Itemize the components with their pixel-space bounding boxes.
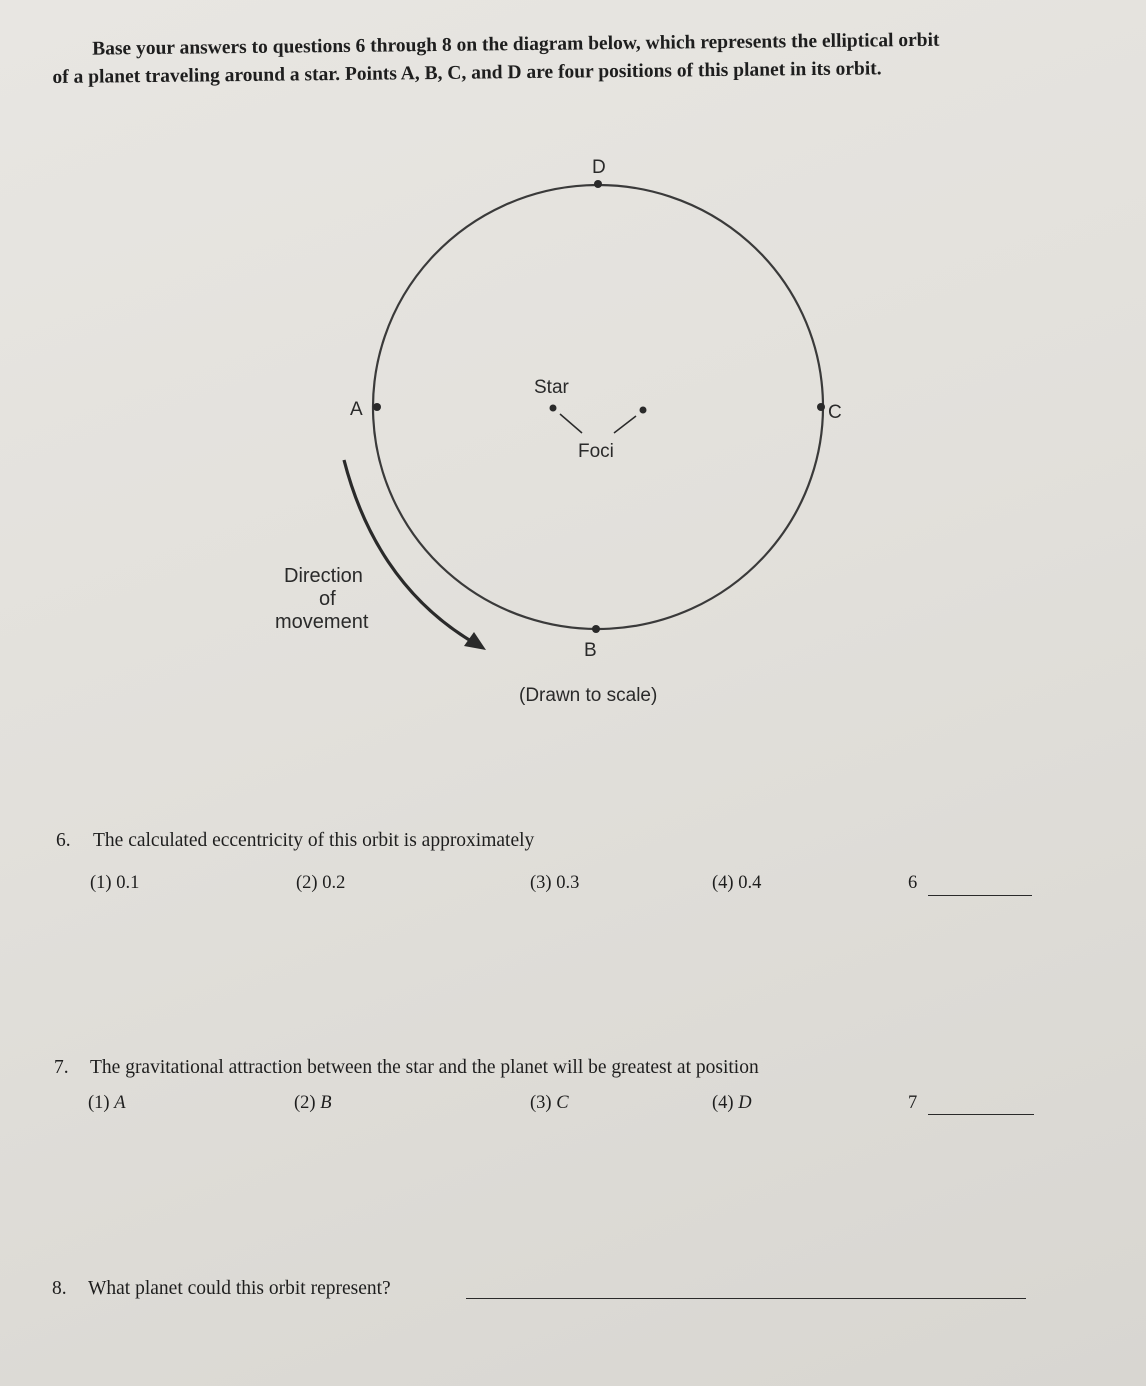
question-7-choice-1	[88, 1093, 126, 1114]
question-7-choice-1-val: A	[114, 1093, 126, 1113]
question-7-choice-2-num: (2)	[294, 1093, 316, 1113]
question-6-choice-3: (3) 0.3	[530, 873, 580, 893]
question-7-choice-2-val: B	[320, 1093, 332, 1113]
point-b-label: B	[584, 640, 597, 661]
question-6-answer-number: 6	[908, 873, 918, 893]
question-7-text: The gravitational attraction between the star and the planet will be greatest at position	[90, 1057, 759, 1078]
question-6-choice-1: (1) 0.1	[90, 873, 140, 893]
point-c-dot	[817, 403, 825, 411]
direction-label-line3: movement	[275, 611, 369, 633]
foci-leader-left	[560, 414, 582, 433]
foci-label: Foci	[578, 441, 614, 462]
question-7-choice-4-val: D	[738, 1093, 752, 1113]
point-c-label: C	[828, 402, 842, 423]
intro-line-1: Base your answers to questions 6 through 8 on the diagram below, which represents the elliptical orbit	[92, 29, 940, 60]
point-a-label: A	[350, 399, 363, 420]
arrowhead-icon	[464, 632, 486, 650]
orbit-ellipse	[362, 174, 835, 641]
question-7-choice-4	[712, 1093, 752, 1114]
star-focus-dot	[550, 405, 557, 412]
question-7-choice-4-num: (4)	[712, 1093, 734, 1113]
question-7-answer-number: 7	[908, 1093, 918, 1113]
point-a-dot	[373, 403, 381, 411]
question-8-answer-blank[interactable]	[466, 1298, 1026, 1299]
diagram-caption: (Drawn to scale)	[519, 685, 658, 706]
foci-leader-right	[614, 416, 636, 433]
question-6-choice-4: (4) 0.4	[712, 873, 762, 893]
question-8-number: 8.	[52, 1278, 67, 1299]
question-7-choice-1-num: (1)	[88, 1093, 110, 1113]
direction-label-line1: Direction	[284, 565, 363, 587]
question-7-number: 7.	[54, 1057, 69, 1078]
point-b-dot	[592, 625, 600, 633]
direction-label-line2: of	[319, 588, 336, 610]
question-6-answer-blank[interactable]	[928, 895, 1032, 896]
question-6-number: 6.	[56, 830, 71, 851]
question-7-choice-3-val: C	[556, 1093, 569, 1113]
point-d-label: D	[592, 157, 606, 178]
empty-focus-dot	[640, 407, 647, 414]
question-6-text: The calculated eccentricity of this orbit is approximately	[93, 830, 535, 851]
question-6-choice-2: (2) 0.2	[296, 873, 346, 893]
question-8-text: What planet could this orbit represent?	[88, 1278, 391, 1299]
intro-line-2: of a planet traveling around a star. Points A, B, C, and D are four positions of this planet in its orbit.	[52, 58, 882, 88]
question-7-choice-2	[294, 1093, 332, 1114]
question-7-choice-3-num: (3)	[530, 1093, 552, 1113]
star-label: Star	[534, 377, 569, 398]
question-7-choice-3	[530, 1093, 569, 1114]
point-d-dot	[594, 180, 602, 188]
question-7-answer-blank[interactable]	[928, 1114, 1034, 1115]
